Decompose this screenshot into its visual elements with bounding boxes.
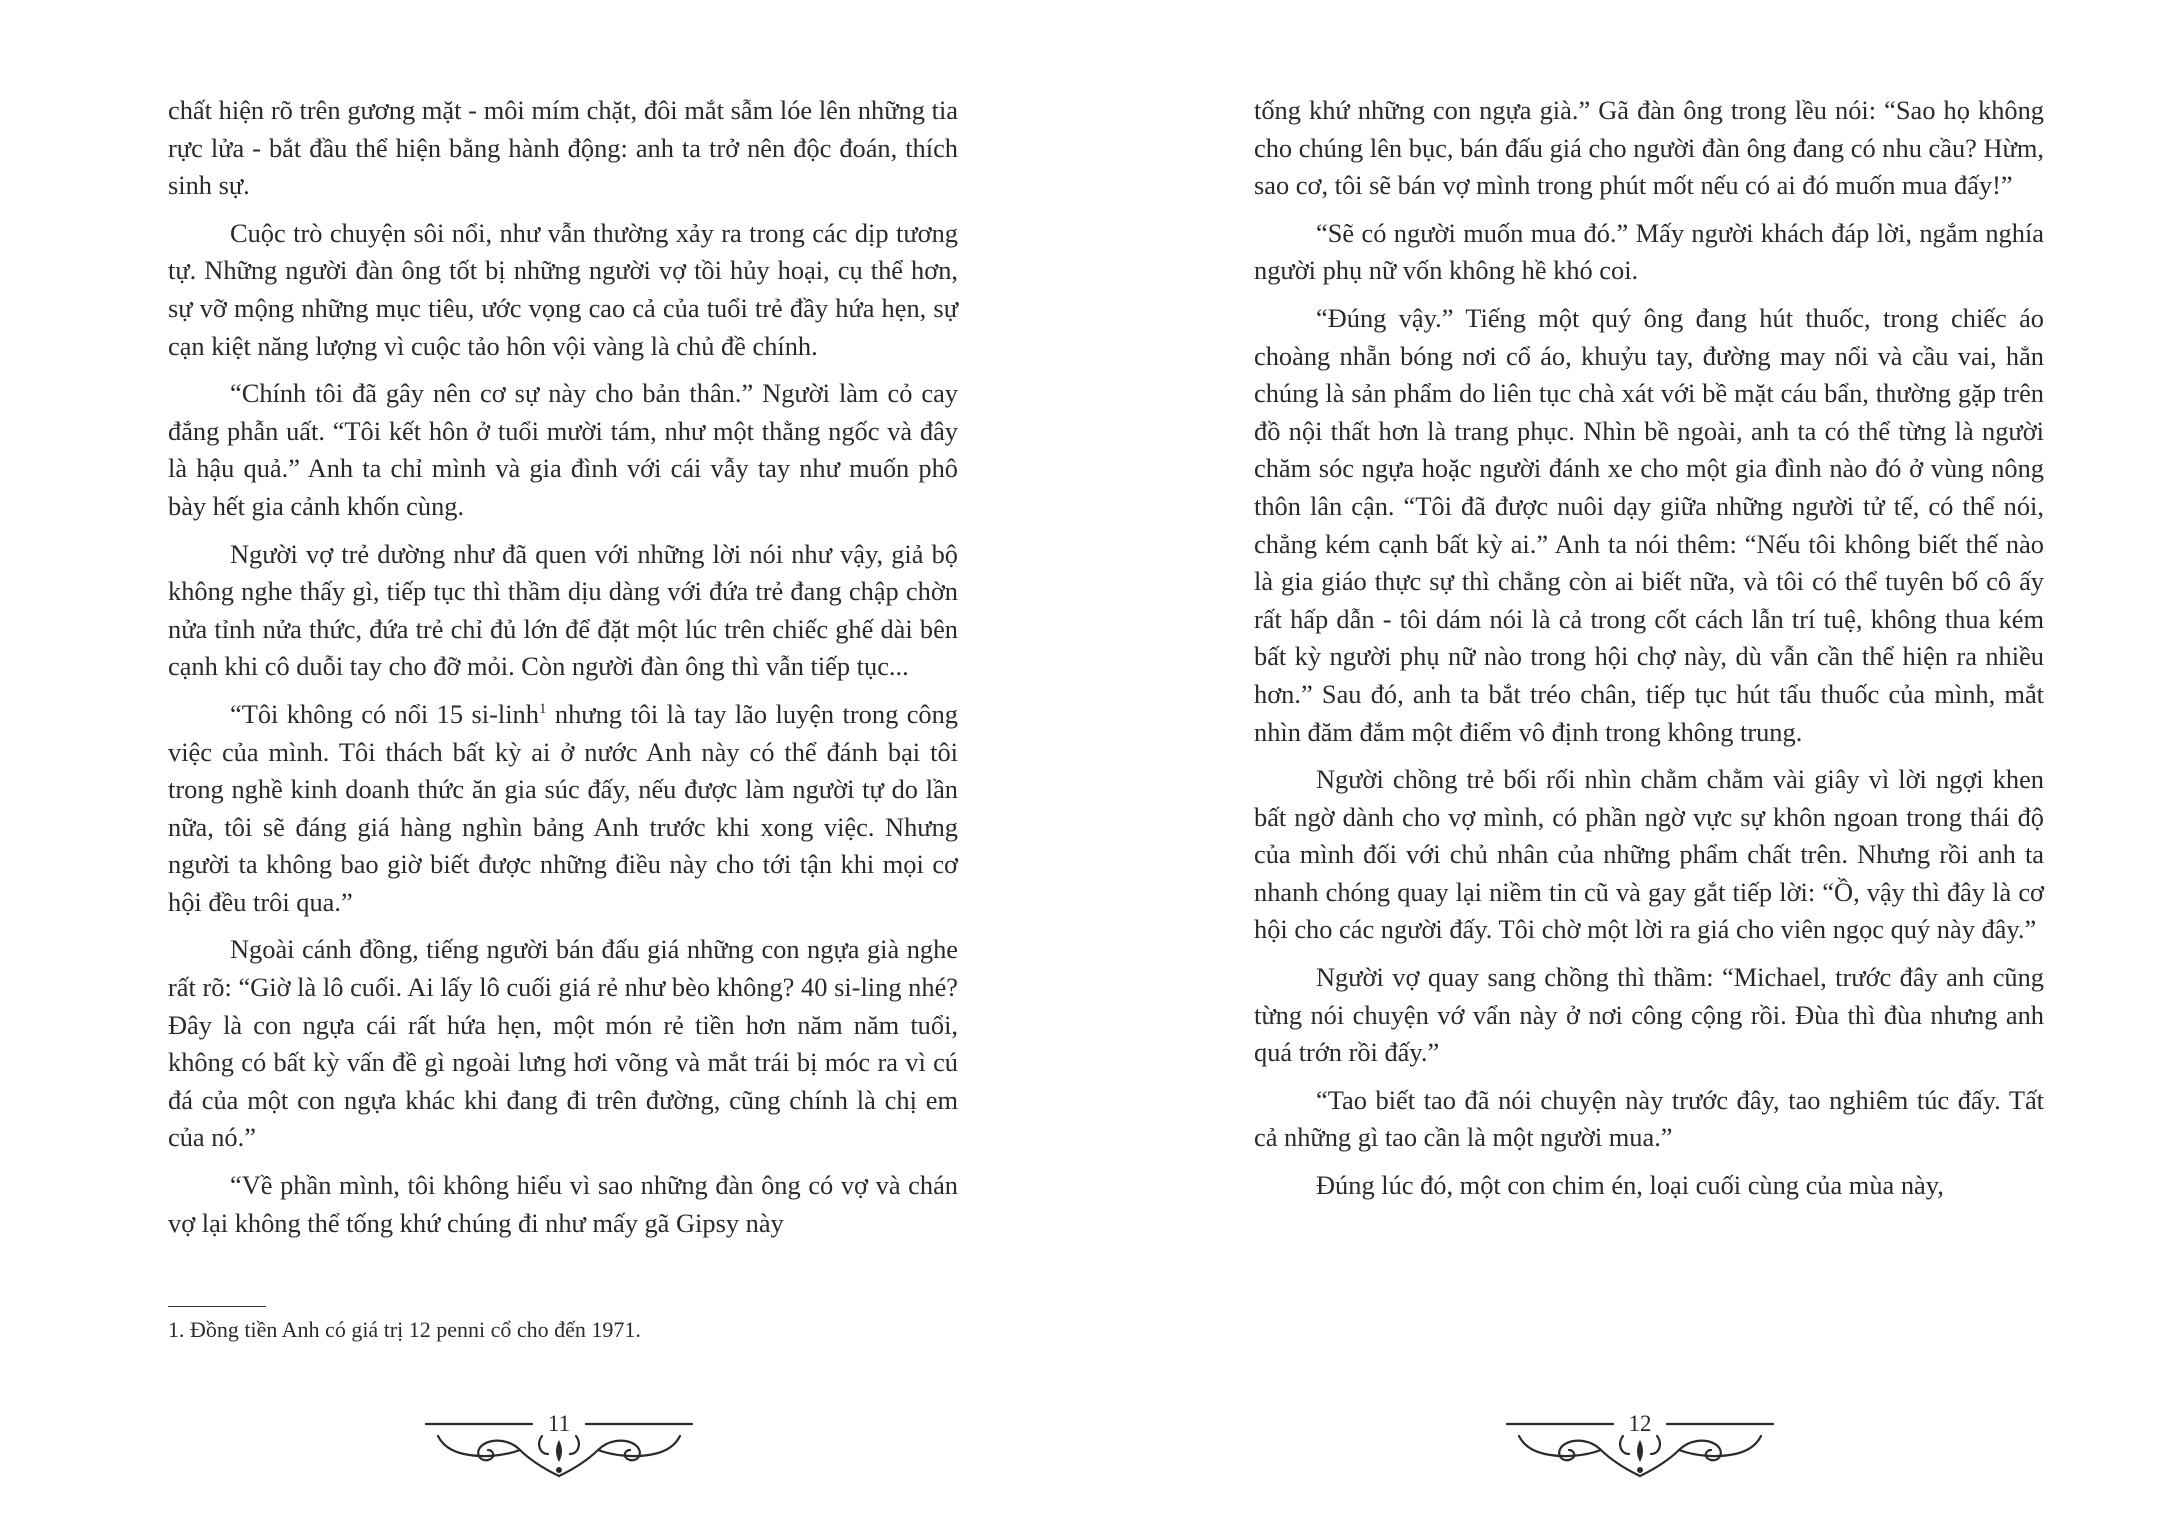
page-number: 11 [547, 1411, 571, 1436]
right-paragraph-2: “Sẽ có người muốn mua đó.” Mấy người khách đáp lời, ngắm nghía người phụ nữ vốn không hề khó coi. [1254, 217, 2044, 286]
footnote-reference: 1 [538, 701, 547, 718]
right-page [1254, 92, 2044, 1205]
left-paragraph-5 [168, 696, 958, 922]
left-page-ornament [424, 1410, 694, 1480]
page-number: 12 [1628, 1411, 1652, 1436]
right-paragraph-1: tống khứ những con ngựa già.” Gã đàn ông trong lều nói: “Sao họ không cho chúng lên bục, bán đấu giá cho người đàn ông đang có nhu cầu? Hừm, sao cơ, tôi sẽ bán vợ mình trong phút mốt nếu có ai đó muốn mua đấy!” [1254, 95, 2044, 201]
right-paragraph-5: Người vợ quay sang chồng thì thầm: “Michael, trước đây anh cũng từng nói chuyện vớ vẩn này ở nơi công cộng rồi. Đùa thì đùa nhưng anh quá trớn rồi đấy.” [1254, 962, 2044, 1068]
left-paragraph-2: Cuộc trò chuyện sôi nổi, như vẫn thường xảy ra trong các dịp tương tự. Những người đàn ông tốt bị những người vợ tồi hủy hoại, cụ thể hơn, sự vỡ mộng những mục tiêu, ước vọng cao cả của tuổi trẻ đầy hứa hẹn, sự cạn kiệt năng lượng vì cuộc tảo hôn vội vàng là chủ đề chính. [168, 217, 958, 361]
left-paragraph-3: “Chính tôi đã gây nên cơ sự này cho bản thân.” Người làm cỏ cay đắng phẫn uất. “Tôi kết hôn ở tuổi mười tám, như một thằng ngốc và đây là hậu quả.” Anh ta chỉ mình và gia đình với cái vẫy tay như muốn phô bày hết gia cảnh khốn cùng. [168, 378, 958, 521]
left-paragraph-7: “Về phần mình, tôi không hiểu vì sao những đàn ông có vợ và chán vợ lại không thể tống khứ chúng đi như mấy gã Gipsy này [168, 1170, 958, 1238]
right-paragraph-4: Người chồng trẻ bối rối nhìn chằm chằm vài giây vì lời ngợi khen bất ngờ dành cho vợ mình, có phần ngờ vực sự khôn ngoan trong thái độ của mình đối với chủ nhân của những phẩm chất trên. Nhưng rồi anh ta nhanh chóng quay lại niềm tin cũ và gay gắt tiếp lời: “Ồ, vậy thì đây là cơ hội cho các người đấy. Tôi chờ một lời ra giá cho viên ngọc quý này đây.” [1254, 764, 2044, 945]
right-paragraph-7: Đúng lúc đó, một con chim én, loại cuối cùng của mùa này, [1316, 1170, 1944, 1201]
footnote-divider [168, 1306, 266, 1307]
left-paragraph-5-start: “Tôi không có nổi 15 si-linh [230, 698, 539, 729]
right-paragraph-6: “Tao biết tao đã nói chuyện này trước đây, tao nghiêm túc đấy. Tất cả những gì tao cần là một người mua.” [1254, 1084, 2044, 1153]
right-page-ornament [1505, 1410, 1775, 1480]
left-paragraph-6: Ngoài cánh đồng, tiếng người bán đấu giá những con ngựa già nghe rất rõ: “Giờ là lô cuối. Ai lấy lô cuối giá rẻ như bèo không? 40 si-ling nhé? Đây là con ngựa cái rất hứa hẹn, một món rẻ tiền hơn năm năm tuổi, không có bất kỳ vấn đề gì ngoài lưng hơi võng và mắt trái bị móc ra vì cú đá của một con ngựa khác khi đang đi trên đường, cũng chính là chị em của nó.” [168, 934, 958, 1153]
left-paragraph-4: Người vợ trẻ dường như đã quen với những lời nói như vậy, giả bộ không nghe thấy gì, tiếp tục thì thầm dịu dàng với đứa trẻ đang chập chờn nửa tỉnh nửa thức, đứa trẻ chỉ đủ lớn để đặt một lúc trên chiếc ghế dài bên cạnh khi cô duỗi tay cho đỡ mỏi. Còn người đàn ông thì vẫn tiếp tục... [168, 538, 958, 682]
left-paragraph-1: chất hiện rõ trên gương mặt - môi mím chặt, đôi mắt sẫm lóe lên những tia rực lửa - bắt đầu thể hiện bằng hành động: anh ta trở nên độc đoán, thích sinh sự. [168, 95, 958, 201]
right-paragraph-3: “Đúng vậy.” Tiếng một quý ông đang hút thuốc, trong chiếc áo choàng nhẵn bóng nơi cổ áo, khuỷu tay, đường may nổi và cầu vai, hẳn chúng là sản phẩm do liên tục chà xát với bề mặt cáu bẩn, thường gặp trên đồ nội thất hơn là trang phục. Nhìn bề ngoài, anh ta có thể từng là người chăm sóc ngựa hoặc người đánh xe cho một gia đình nào đó ở vùng nông thôn lân cận. “Tôi đã được nuôi dạy giữa những người tử tế, có thể nói, chẳng kém cạnh bất kỳ ai.” Anh ta nói thêm: “Nếu tôi không biết thế nào là gia giáo thực sự thì chẳng còn ai biết nữa, và tôi có thể tuyên bố cô ấy rất hấp dẫn - tôi dám nói là cả trong cốt cách lẫn trí tuệ, không thua kém bất kỳ người phụ nữ nào trong hội chợ này, dù vẫn cần thể hiện ra nhiều hơn.” Sau đó, anh ta bắt tréo chân, tiếp tục hút tẩu thuốc của mình, mắt nhìn đăm đắm một điểm vô định trong không trung. [1254, 302, 2044, 747]
left-paragraph-5-end: nhưng tôi là tay lão luyện trong công việc của mình. Tôi thách bất kỳ ai ở nước Anh này có thể đánh bại tôi trong nghề kinh doanh thức ăn gia súc đấy, nếu được làm người tự do lần nữa, tôi sẽ đáng giá hàng nghìn bảng Anh trước khi xong việc. Nhưng người ta không bao giờ biết được những điều này cho tới tận khi mọi cơ hội đều trôi qua.” [168, 698, 958, 917]
left-page [168, 92, 958, 1242]
footnote: 1. Đồng tiền Anh có giá trị 12 penni cổ cho đến 1971. [168, 1317, 641, 1342]
